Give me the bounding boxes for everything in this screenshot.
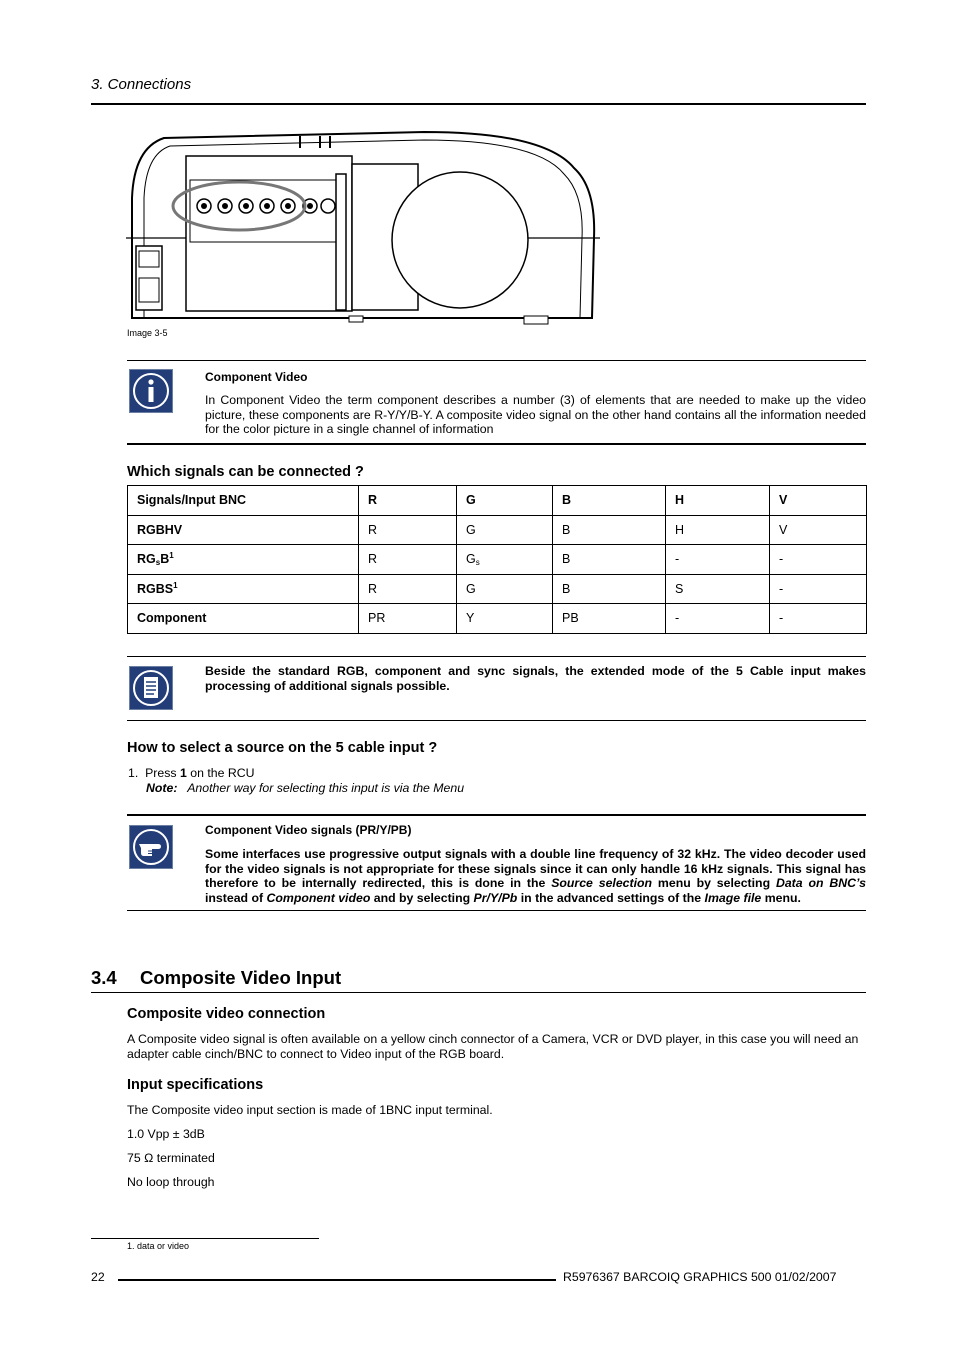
note-top-rule — [127, 360, 866, 361]
note-top-rule — [127, 814, 866, 816]
table-cell: - — [770, 545, 867, 575]
column-header: B — [553, 486, 666, 516]
table-row — [128, 515, 867, 545]
menu-ref: Pr/Y/Pb — [473, 891, 518, 906]
text-run: menu by selecting — [657, 876, 771, 891]
table-cell: R — [359, 545, 457, 575]
hand-note-text — [205, 847, 866, 906]
table-cell: - — [770, 574, 867, 604]
section-number: 3.4 — [91, 967, 117, 988]
menu-ref: Source selection — [551, 876, 653, 891]
column-header: R — [359, 486, 457, 516]
info-icon — [129, 369, 173, 413]
table-cell: H — [666, 515, 770, 545]
signals-table — [127, 485, 867, 634]
footnote-ref: 1 — [173, 581, 178, 591]
info-note-title: Component Video — [205, 370, 308, 384]
table-cell: PB — [553, 604, 666, 634]
footer-doc-info: R5976367 BARCOIQ GRAPHICS 500 01/02/2007 — [563, 1270, 837, 1284]
signal-name-main: RG — [137, 552, 156, 567]
table-header-row — [128, 486, 867, 516]
section-rule — [91, 992, 866, 993]
footnote-ref: 1 — [169, 551, 174, 561]
table-cell: R — [359, 515, 457, 545]
pointing-hand-icon — [129, 825, 173, 869]
footnote-rule — [91, 1238, 319, 1239]
table-cell: G — [457, 574, 553, 604]
signal-name — [128, 545, 359, 575]
table-row — [128, 604, 867, 634]
text-run: and by selecting — [373, 891, 471, 906]
footnote: 1. data or video — [127, 1241, 190, 1251]
signal-name: RGBHV — [128, 515, 359, 545]
note-text: Another way for selecting this input is via the Menu — [187, 781, 465, 795]
table-row — [128, 574, 867, 604]
spec-line: No loop through — [127, 1175, 215, 1189]
menu-ref: Image file — [704, 891, 762, 906]
note-bottom-rule — [127, 910, 866, 911]
column-header: G — [457, 486, 553, 516]
table-cell: G — [457, 515, 553, 545]
table-cell: S — [666, 574, 770, 604]
signal-name — [128, 574, 359, 604]
table-cell: B — [553, 574, 666, 604]
info-note-text: In Component Video the term component describes a number (3) of elements that are needed to make up the video picture, these components are R-Y/Y/B-Y. A composite video signal on the other hand contains all the information needed for the color picture in a single channel of information — [205, 393, 866, 437]
footer-rule — [118, 1279, 556, 1281]
menu-ref: Component video — [266, 891, 371, 906]
projector-rear-image — [124, 128, 602, 328]
text-run: Some interfaces use progressive output signals with a double line frequency of 32 kHz. The video decoder used for the video signals is not appropriate for these signals since it can only handle 16 kHz signals. This signal has therefore to be internally redirected, this is done in the — [205, 847, 866, 891]
table-cell: Y — [457, 604, 553, 634]
step-1 — [128, 766, 254, 781]
table-cell: - — [666, 545, 770, 575]
note-top-rule — [127, 656, 866, 657]
figure-caption: Image 3-5 — [127, 328, 168, 338]
header-rule — [91, 103, 866, 105]
signal-name-end: B — [160, 552, 170, 567]
hand-note-title: Component Video signals (PR/Y/PB) — [205, 823, 412, 837]
spec-line: 1.0 Vpp ± 3dB — [127, 1127, 205, 1141]
cell-main: G — [466, 551, 476, 566]
step-post: on the RCU — [190, 766, 255, 780]
signals-heading: Which signals can be connected ? — [127, 464, 364, 480]
text-run: menu. — [764, 891, 801, 906]
table-cell: R — [359, 574, 457, 604]
menu-ref: Data on BNC’s — [775, 876, 867, 891]
spec-line: 75 Ω terminated — [127, 1151, 215, 1165]
step-number: 1. — [128, 766, 139, 780]
connection-heading: Composite video connection — [127, 1006, 326, 1022]
text-run: in the advanced settings of the — [520, 891, 702, 906]
page-number: 22 — [91, 1270, 105, 1284]
note-bottom-rule — [127, 720, 866, 721]
table-cell: V — [770, 515, 867, 545]
signal-name-subscript: s — [155, 558, 161, 568]
table-row — [128, 545, 867, 575]
document-icon — [129, 666, 173, 710]
section-title: Composite Video Input — [140, 967, 342, 988]
step-key: 1 — [179, 766, 187, 780]
table-cell: PR — [359, 604, 457, 634]
table-cell — [457, 545, 553, 575]
specs-heading: Input specifications — [127, 1077, 264, 1093]
step-pre: Press — [145, 766, 177, 780]
table-cell: B — [553, 515, 666, 545]
table-cell: - — [770, 604, 867, 634]
table-cell: B — [553, 545, 666, 575]
table-cell: - — [666, 604, 770, 634]
chapter-header: 3. Connections — [91, 76, 192, 93]
column-header: Signals/Input BNC — [128, 486, 359, 516]
text-run: instead of — [205, 891, 264, 906]
column-header: V — [770, 486, 867, 516]
connection-text: A Composite video signal is often available on a yellow cinch connector of a Camera, VCR or DVD player, in this case you will need an adapter cable cinch/BNC to connect to Video input of the RGB board. — [127, 1032, 859, 1061]
step-note — [146, 781, 464, 796]
cell-subscript: s — [475, 557, 480, 567]
spec-line: The Composite video input section is made of 1BNC input terminal. — [127, 1103, 493, 1117]
note-bottom-rule — [127, 443, 866, 445]
select-heading: How to select a source on the 5 cable input ? — [127, 740, 438, 756]
note-label: Note: — [146, 781, 178, 795]
signal-name-main: RGBS — [137, 582, 174, 597]
signal-name: Component — [128, 604, 359, 634]
doc-note-text: Beside the standard RGB, component and sync signals, the extended mode of the 5 Cable input makes processing of additional signals possible. — [205, 664, 866, 693]
column-header: H — [666, 486, 770, 516]
